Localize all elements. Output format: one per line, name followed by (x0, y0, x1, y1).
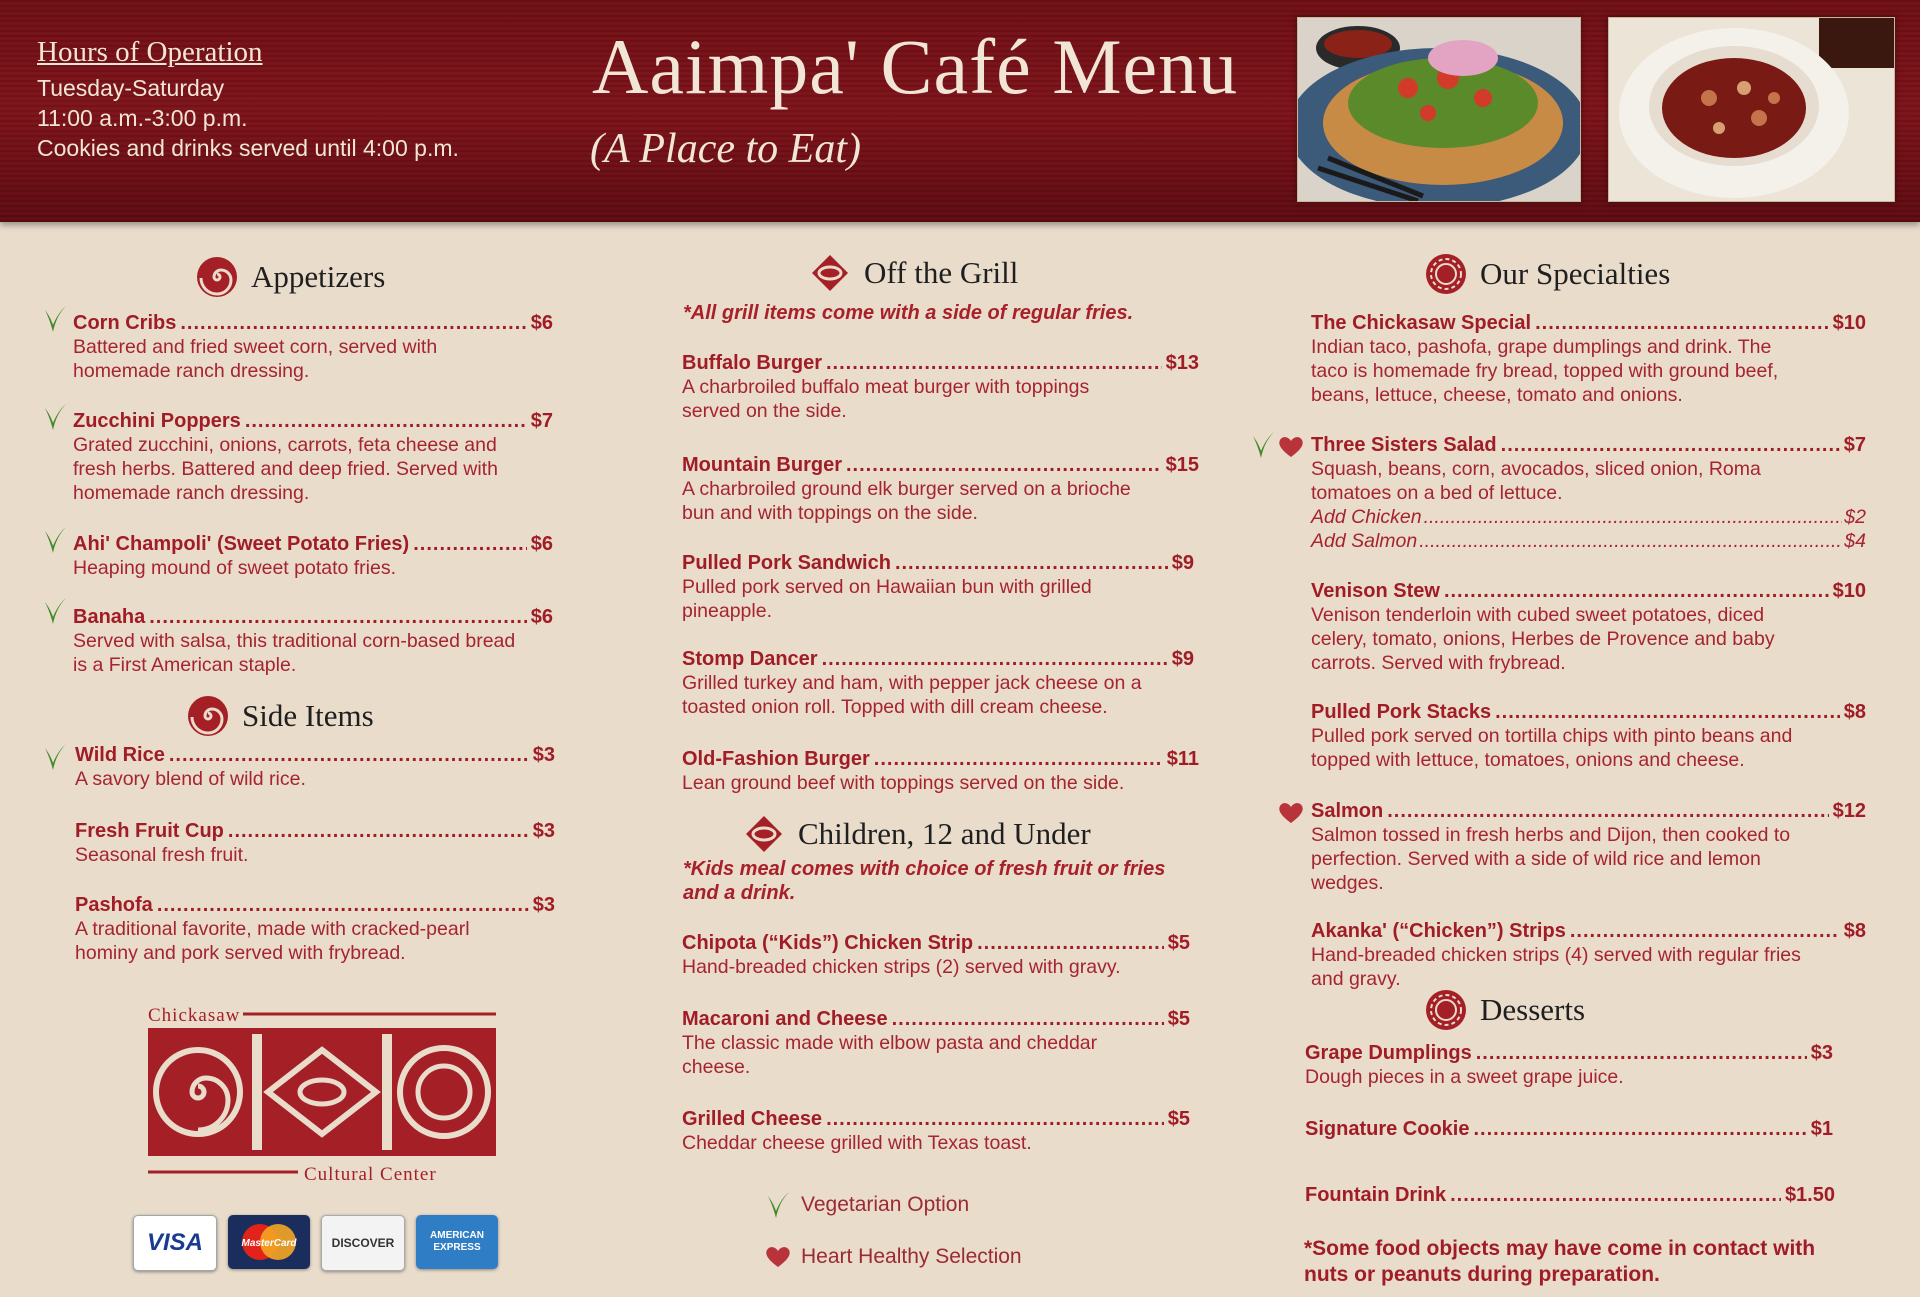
vegetarian-icon (1250, 430, 1276, 460)
visa-icon: VISA (133, 1215, 217, 1271)
item-description: Battered and fried sweet corn, served with homemade ranch dressing. (73, 336, 438, 382)
diamond-icon (742, 812, 786, 856)
off-the-grill-heading (808, 251, 1018, 295)
item-name: The Chickasaw Special (1311, 312, 1532, 334)
item-name: Old-Fashion Burger (682, 748, 870, 770)
item-price: $13 (1165, 352, 1199, 374)
item-name: Pulled Pork Sandwich (682, 552, 891, 574)
item-name: Stomp Dancer (682, 648, 818, 670)
kids-meal-note: *Kids meal comes with choice of fresh fruit or fries and a drink. (683, 858, 1166, 904)
sun-icon (1424, 252, 1468, 296)
heart-icon (765, 1245, 791, 1269)
item-price: $7 (530, 410, 553, 432)
item-name: Banaha (73, 606, 146, 628)
menu-item-signature-cookie (1305, 1118, 1833, 1141)
item-price: $5 (1167, 932, 1190, 954)
vegetarian-icon (42, 742, 68, 772)
menu-item-wild-rice (75, 744, 555, 791)
item-price: $3 (1810, 1042, 1833, 1064)
menu-title: Aaimpa' Café Menu (592, 23, 1239, 110)
item-description: Squash, beans, corn, avocados, sliced onion, Roma tomatoes on a bed of lettuce. (1311, 458, 1761, 504)
logo-bottom-text: Cultural Center (304, 1164, 437, 1182)
hours-time: 11:00 a.m.-3:00 p.m. (37, 105, 248, 131)
item-name: Salmon (1311, 800, 1384, 822)
item-description: Served with salsa, this traditional corn-based bread is a First American staple. (73, 630, 516, 676)
menu-item-corn-cribs (73, 312, 553, 383)
item-price: $6 (530, 533, 553, 555)
item-price: $3 (532, 820, 555, 842)
item-description: A charbroiled ground elk burger served on a brioche bun and with toppings on the side. (682, 478, 1131, 524)
item-name: Ahi' Champoli' (Sweet Potato Fries) (73, 533, 410, 555)
item-description: Indian taco, pashofa, grape dumplings and drink. The taco is homemade fry bread, topped with ground beef, beans, lettuce, cheese, tomato and onions. (1311, 336, 1779, 406)
menu-item-salmon (1311, 800, 1866, 895)
item-price: $1 (1810, 1118, 1833, 1140)
item-name: Akanka' (“Chicken”) Strips (1311, 920, 1566, 942)
item-price: $12 (1832, 800, 1866, 822)
item-name: Grape Dumplings (1305, 1042, 1472, 1064)
menu-item-fresh-fruit-cup (75, 820, 555, 867)
item-name: Buffalo Burger (682, 352, 822, 374)
item-price: $10 (1832, 580, 1866, 602)
item-price: $11 (1166, 748, 1199, 770)
mastercard-label: MasterCard (241, 1238, 297, 1249)
menu-item-banaha (73, 606, 553, 677)
item-name: Chipota (“Kids”) Chicken Strip (682, 932, 974, 954)
menu-item-fountain-drink (1305, 1184, 1835, 1207)
item-description: Dough pieces in a sweet grape juice. (1305, 1066, 1624, 1088)
item-description: Grilled turkey and ham, with pepper jack cheese on a toasted onion roll. Topped with dill cream cheese. (682, 672, 1142, 718)
item-description: Seasonal fresh fruit. (75, 844, 249, 866)
item-description: Pulled pork served on Hawaiian bun with grilled pineapple. (682, 576, 1092, 622)
menu-item-zucchini-poppers (73, 410, 553, 505)
addon-label: Add Salmon (1311, 530, 1418, 552)
vegetarian-icon (42, 525, 68, 555)
hours-days: Tuesday-Saturday (37, 75, 225, 101)
children-heading (742, 812, 1091, 856)
accepted-cards (133, 1215, 498, 1271)
american-express-icon: AMERICAN EXPRESS (416, 1215, 498, 1269)
menu-item-kids-chicken-strip (682, 932, 1190, 979)
addon-price: $4 (1844, 530, 1866, 552)
item-name: Wild Rice (75, 744, 165, 766)
menu-item-sweet-potato-fries (73, 533, 553, 580)
item-name: Fresh Fruit Cup (75, 820, 224, 842)
item-price: $3 (532, 744, 555, 766)
item-price: $9 (1171, 648, 1194, 670)
item-description: A charbroiled buffalo meat burger with toppings served on the side. (682, 376, 1090, 422)
sun-icon (1424, 988, 1468, 1032)
heart-icon (1278, 435, 1304, 459)
side-items-heading-label: Side Items (242, 698, 374, 733)
item-name: Fountain Drink (1305, 1184, 1447, 1206)
discover-icon: DISCOVER (321, 1215, 405, 1271)
mastercard-icon (228, 1215, 310, 1269)
desserts-heading (1424, 988, 1585, 1032)
item-description: Grated zucchini, onions, carrots, feta cheese and fresh herbs. Battered and deep fried. Served with homemade ranch dressing. (73, 434, 498, 504)
item-description: A traditional favorite, made with cracked-pearl hominy and pork served with frybread. (75, 918, 470, 964)
vegetarian-icon (42, 304, 68, 334)
legend-vegetarian-label: Vegetarian Option (801, 1193, 970, 1216)
item-description: Hand-breaded chicken strips (2) served with gravy. (682, 956, 1121, 978)
item-name: Pulled Pork Stacks (1311, 701, 1492, 723)
item-description: Venison tenderloin with cubed sweet potatoes, diced celery, tomato, onions, Herbes de Provence and baby carrots. Served with frybread. (1311, 604, 1775, 674)
spiral-icon (186, 694, 230, 738)
vegetarian-icon (42, 402, 68, 432)
menu-item-stomp-dancer (682, 648, 1194, 719)
item-price: $8 (1843, 701, 1866, 723)
appetizers-heading (195, 255, 385, 299)
chickasaw-cultural-center-logo (148, 1002, 498, 1182)
legend-heart-healthy-label: Heart Healthy Selection (801, 1245, 1022, 1268)
item-description: Pulled pork served on tortilla chips with pinto beans and topped with lettuce, tomatoes, onions and cheese. (1311, 725, 1793, 771)
item-name: Signature Cookie (1305, 1118, 1470, 1140)
side-items-heading (186, 694, 374, 738)
item-description: The classic made with elbow pasta and cheddar cheese. (682, 1032, 1098, 1078)
item-name: Corn Cribs (73, 312, 177, 334)
menu-item-macaroni-and-cheese (682, 1008, 1190, 1079)
children-heading-label: Children, 12 and Under (798, 816, 1091, 851)
menu-item-mountain-burger (682, 454, 1199, 525)
addon-salmon (1311, 529, 1866, 553)
appetizers-heading-label: Appetizers (251, 259, 386, 294)
hours-cookies: Cookies and drinks served until 4:00 p.m. (37, 135, 459, 161)
item-price: $1.50 (1784, 1184, 1835, 1206)
menu-item-three-sisters-salad (1311, 434, 1866, 553)
item-name: Zucchini Poppers (73, 410, 241, 432)
item-price: $9 (1171, 552, 1194, 574)
addon-price: $2 (1844, 506, 1866, 528)
item-price: $3 (532, 894, 555, 916)
item-description: Hand-breaded chicken strips (4) served with regular fries and gravy. (1311, 944, 1801, 990)
menu-item-buffalo-burger (682, 352, 1199, 423)
item-price: $15 (1165, 454, 1199, 476)
addon-chicken (1311, 505, 1866, 529)
menu-item-pulled-pork-stacks (1311, 701, 1866, 772)
item-price: $6 (530, 312, 553, 334)
item-description: Lean ground beef with toppings served on the side. (682, 772, 1125, 794)
menu-item-grape-dumplings (1305, 1042, 1833, 1089)
item-name: Three Sisters Salad (1311, 434, 1497, 456)
item-price: $7 (1843, 434, 1866, 456)
logo-top-text: Chickasaw (148, 1005, 241, 1026)
hours-title: Hours of Operation (37, 36, 263, 68)
menu-item-grilled-cheese (682, 1108, 1190, 1155)
item-price: $10 (1832, 312, 1866, 334)
allergy-notice: *Some food objects may have come in contact with nuts or peanuts during preparation. (1304, 1237, 1816, 1286)
specialties-heading (1424, 252, 1670, 296)
indian-taco-photo (1297, 17, 1581, 202)
addon-label: Add Chicken (1311, 506, 1422, 528)
menu-item-chickasaw-special (1311, 312, 1866, 407)
stew-bowl-photo (1608, 17, 1895, 202)
item-description: Cheddar cheese grilled with Texas toast. (682, 1132, 1032, 1154)
header-banner (0, 0, 1920, 222)
off-the-grill-heading-label: Off the Grill (864, 255, 1019, 290)
menu-item-akanka-chicken-strips (1311, 920, 1866, 991)
item-name: Venison Stew (1311, 580, 1440, 602)
item-description: Salmon tossed in fresh herbs and Dijon, then cooked to perfection. Served with a side of wild rice and lemon wedges. (1311, 824, 1791, 894)
item-name: Macaroni and Cheese (682, 1008, 888, 1030)
item-price: $5 (1167, 1008, 1190, 1030)
item-name: Pashofa (75, 894, 153, 916)
menu-item-pashofa (75, 894, 555, 965)
item-price: $5 (1167, 1108, 1190, 1130)
grill-note: *All grill items come with a side of regular fries. (683, 302, 1134, 324)
legend-heart-healthy (765, 1245, 1022, 1269)
heart-icon (1278, 801, 1304, 825)
item-description: A savory blend of wild rice. (75, 768, 306, 790)
specialties-heading-label: Our Specialties (1480, 256, 1671, 291)
spiral-icon (195, 255, 239, 299)
vegetarian-icon (42, 596, 68, 626)
item-description: Heaping mound of sweet potato fries. (73, 557, 397, 579)
item-price: $8 (1843, 920, 1866, 942)
vegetarian-icon (765, 1190, 791, 1220)
menu-item-pulled-pork-sandwich (682, 552, 1194, 623)
legend-vegetarian (765, 1190, 969, 1220)
item-price: $6 (530, 606, 553, 628)
item-name: Grilled Cheese (682, 1108, 823, 1130)
hours-of-operation (37, 36, 459, 163)
menu-item-venison-stew (1311, 580, 1866, 675)
diamond-icon (808, 251, 852, 295)
desserts-heading-label: Desserts (1480, 992, 1586, 1027)
item-name: Mountain Burger (682, 454, 842, 476)
menu-item-old-fashion-burger (682, 748, 1199, 795)
menu-subtitle: (A Place to Eat) (590, 126, 861, 172)
